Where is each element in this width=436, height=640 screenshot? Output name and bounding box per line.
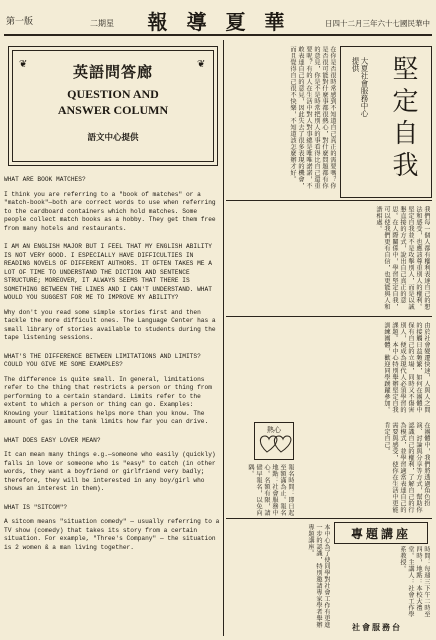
question: WHAT ARE BOOK MATCHES?: [4, 176, 86, 183]
answer: A sitcom means "situation comedy" — usually referring to a TV show (comedy) that takes its story from a certain situation. For example, "Three's Company" — the situation is 2 women & a man living together.: [4, 518, 220, 551]
answer: Why don't you read some simple stories first and then tackle the more difficult ones. The Language Center has a small library of stories available to students during the tape listening sessions.: [4, 308, 216, 341]
article-text-block: 在團體中，我們將透過角色扮演、討論與分享等方式，幫助你認識自己的權利，了解自己的行為模式，並學習適當表達自己的需要與感受，使你在生活中更能肯定自己。: [383, 422, 430, 513]
qa-title-frame: [12, 50, 214, 162]
article-text-block: 我們每一個人都有權利表達自己的想法和感受，也應該尊重別人的權利。堅定自我並不是攻擊別人，而是以誠懇直接的方式，說出自己真正的意思。在人際關係中，學習堅定自我，可以使我們更有自信，也更能與人和諧相處。: [375, 206, 430, 310]
article-text-block: 在你是否很時常感到不知道自己真正的需要嗎？你是否很可能對什麼事都很熱心，對什麼問題都有你的意見，你是不是時常把別人的事看得比自己還重要呢？有的人在生活中對人對事總是唯唯諾諾，不敢表達自己的意見，因此失去了很多表現的機會，而且覺得自己很不快樂，不知道該怎麼辦才好。: [289, 46, 336, 189]
section-rule: [226, 316, 432, 317]
lecture-text-block: 本中心為了使同學對社會工作有更進一步的認識，特別邀請專家學者舉辦專題講座。: [307, 524, 330, 628]
qa-column: [4, 40, 222, 636]
masthead: 報 導 夏 華: [147, 10, 291, 34]
qa-title-chinese: 英語問答廊: [72, 63, 153, 81]
heart-badge-icon: [254, 422, 294, 460]
provider-label: 提供: [351, 57, 360, 72]
issue-day: 二期星: [90, 19, 114, 28]
lecture-title-box: [334, 522, 428, 544]
qa-body: [4, 176, 222, 562]
heart-badge-text: 熱心: [267, 426, 281, 434]
article-text-block: 報名時間：即日起至額滿為止。報名地點：社會服務中心。名額有限，請儘早報名，以免向隅。: [247, 464, 294, 516]
qa-title-english-line-1: QUESTION AND: [67, 87, 159, 101]
page-number: 第一版: [6, 17, 34, 27]
section-rule: [226, 518, 432, 519]
column-divider: [223, 40, 224, 636]
article-text-block: 由於社會變遷快速，人與人之間的接觸日益頻繁，如何在團體中保有自己的立場，同時又不傷害別人，便成為現代人必須學習的課題。本中心特別舉辦堅定自我訓練團體，歡迎同學踴躍參加。: [383, 322, 430, 413]
lecture-title: 專題講座: [350, 527, 411, 541]
decor-icon: ❦: [197, 59, 206, 70]
question: WHAT IS "SITCOM"?: [4, 503, 68, 511]
publication-date: 日四十二月三年六十七國民華中: [325, 19, 430, 28]
answer: It can mean many things e.g.—someone who easily (quickly) falls in love or someone who is "easy" to catch (in other words, they want a boyfriend or girlfriend very badly; therefore, they will be interested in any boy/girl who shows an interest in them).: [4, 451, 216, 492]
qa-title-box: [8, 46, 218, 166]
article-title: 堅定自我: [388, 55, 418, 183]
question: I AM AN ENGLISH MAJOR BUT I FEEL THAT MY ENGLISH ABILITY IS NOT VERY GOOD. I ESPECIALLY HAVE DIFFICULTIES IN READING NOVELS OF DIFFERENT AUTHORS. IT OFTEN TAKES ME A LOT OF TIME TO UNDERSTAND THE DICTION AND SENTENCE STRUCTURE; MOREOVER, IT ALWAYS SEEMS THAT THERE IS SOMETHING BETWEEN THE LINES AND I CAN'T UNDERSTAND. WHAT WOULD YOU SUGGEST FOR ME TO IMPROVE MY ABILITY?: [4, 243, 212, 301]
service-center-articles: [226, 40, 432, 636]
answer: I think you are referring to a "book of matches" or a "match-book"—both are correct words to use when referring to the cardboard containers which hold matches. Some people collect match books as a hobby. They get them free from many hotels and restaurants.: [4, 190, 216, 232]
question: WHAT'S THE DIFFERENCE BETWEEN LIMITATIONS AND LIMITS? COULD YOU GIVE ME SOME EXAMPLES?: [4, 352, 201, 368]
newspaper-header: [4, 6, 432, 36]
section-rule: [226, 200, 432, 201]
question: WHAT DOES EASY LOVER MEAN?: [4, 436, 101, 444]
qa-title-english-line-2: ANSWER COLUMN: [57, 103, 169, 117]
provider-name: 大夏社會服務中心: [360, 57, 369, 117]
qa-provider: 語文中心提供: [87, 133, 139, 143]
decor-icon: ❦: [19, 59, 28, 70]
lecture-text-block: 時間：每週三下午二時至四時，地點：本校大禮堂。主講人：社會工作學系教授。: [399, 546, 430, 618]
answer: The difference is quite small. In general, limitations refer to the thing that restricts a person or thing from performing to a certain standard. Limits refer to the extent to which a person or thing can go. Examples: Knowing your limitations helps more than you know. The amount of gas in the tank limits how far you can drive.: [4, 375, 212, 425]
article-provider: [351, 57, 369, 117]
jiandin-title-box: [340, 46, 432, 198]
service-org-name: 社會服務台: [352, 622, 402, 632]
